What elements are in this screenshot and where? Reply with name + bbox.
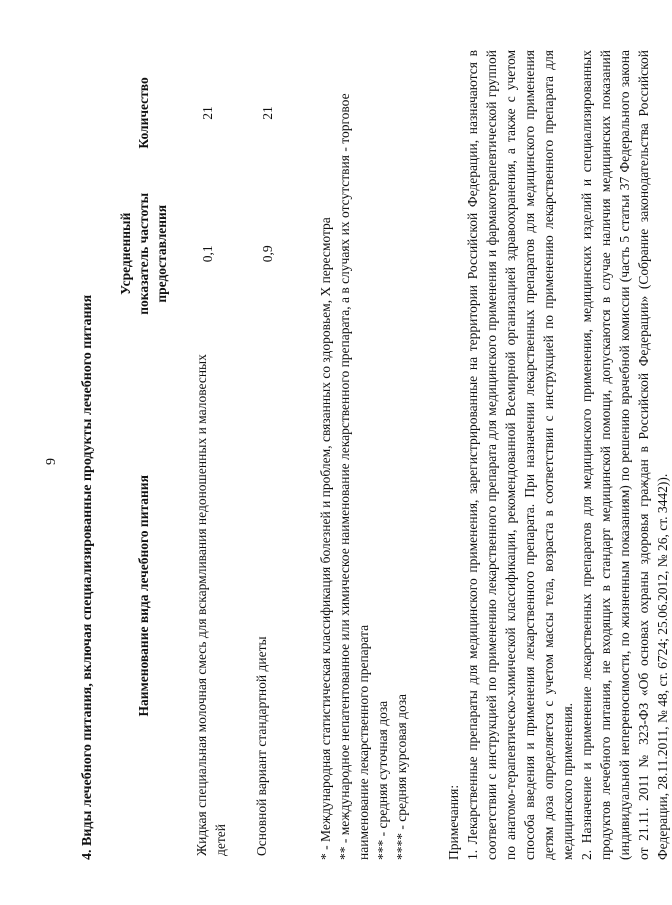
table-row [252, 50, 290, 860]
row-frequency: 0,9 [260, 245, 275, 263]
page-number: 9 [44, 458, 59, 465]
row-quantity: 21 [200, 106, 215, 120]
footnote: * - Международная статистическая классификация болезней и проблем, связанных со здоровьем, X пересмотра [318, 217, 333, 860]
notes-section [444, 50, 672, 860]
header-quantity: Количество [136, 77, 151, 149]
header-name: Наименование вида лечебного питания [136, 475, 151, 717]
row-name: Основной вариант стандартной диеты [254, 636, 269, 856]
rotated-content [44, 40, 670, 860]
header-frequency: Усредненный показатель частоты предоставления [118, 192, 169, 315]
note-item: 2. Назначение и применение лекарственных препаратов для медицинского применения, медицинских изделий и специализированных продуктов лечебного питания, не входящих в стандарт медицинской помощи, допускаются в случае наличия медицинских показаний (индивидуальной непереносимости, по жизненным показаниям) по решению врачебной комиссии (часть 5 статьи 37 Федерального закона от 21.11. 2011 № 323-ФЗ «Об основах охраны здоровья граждан в Российской Федерации» (Собрание законодательства Российской Федерации, 28.11.2011, № 48, ст. 6724; 25.06.2012, № 26, ст. 3442)). [579, 50, 670, 860]
footnotes [316, 50, 411, 860]
table-header-row [96, 50, 192, 860]
table-row [192, 50, 252, 860]
nutrition-table [96, 50, 290, 860]
notes-title: Примечания: [446, 784, 461, 860]
note-item: 1. Лекарственные препараты для медицинского применения, зарегистрированные на территории Российской Федерации, назначаются в соответствии с инструкцией по применению лекарственного препарата для медицинского применения и фармакотерапевтической группой по анатомо-терапевтическо-химической классификации, рекомендованной Всемирной организацией здравоохранения, а также с учетом способа введения и применения лекарственного препарата. При назначении лекарственных препаратов для медицинского применения детям доза определяется с учетом массы тела, возраста в соответствии с инструкцией по применению лекарственного препарата для медицинского применения. [465, 50, 575, 860]
footnote: **** - средняя курсовая доза [394, 693, 409, 860]
row-quantity: 21 [260, 106, 275, 120]
section-heading: 4. Виды лечебного питания, включая специализированные продукты лечебного питания [80, 294, 95, 860]
footnote: *** - средняя суточная доза [375, 700, 390, 860]
footnote: ** - международное непатентованное или химическое наименование лекарственного препарата, а в случаях их отсутствия - торговое наименование лекарственного препарата [337, 93, 371, 860]
row-name: Жидкая специальная молочная смесь для вскармливания недоношенных и маловесных детей [194, 354, 228, 856]
row-frequency: 0,1 [200, 245, 215, 263]
